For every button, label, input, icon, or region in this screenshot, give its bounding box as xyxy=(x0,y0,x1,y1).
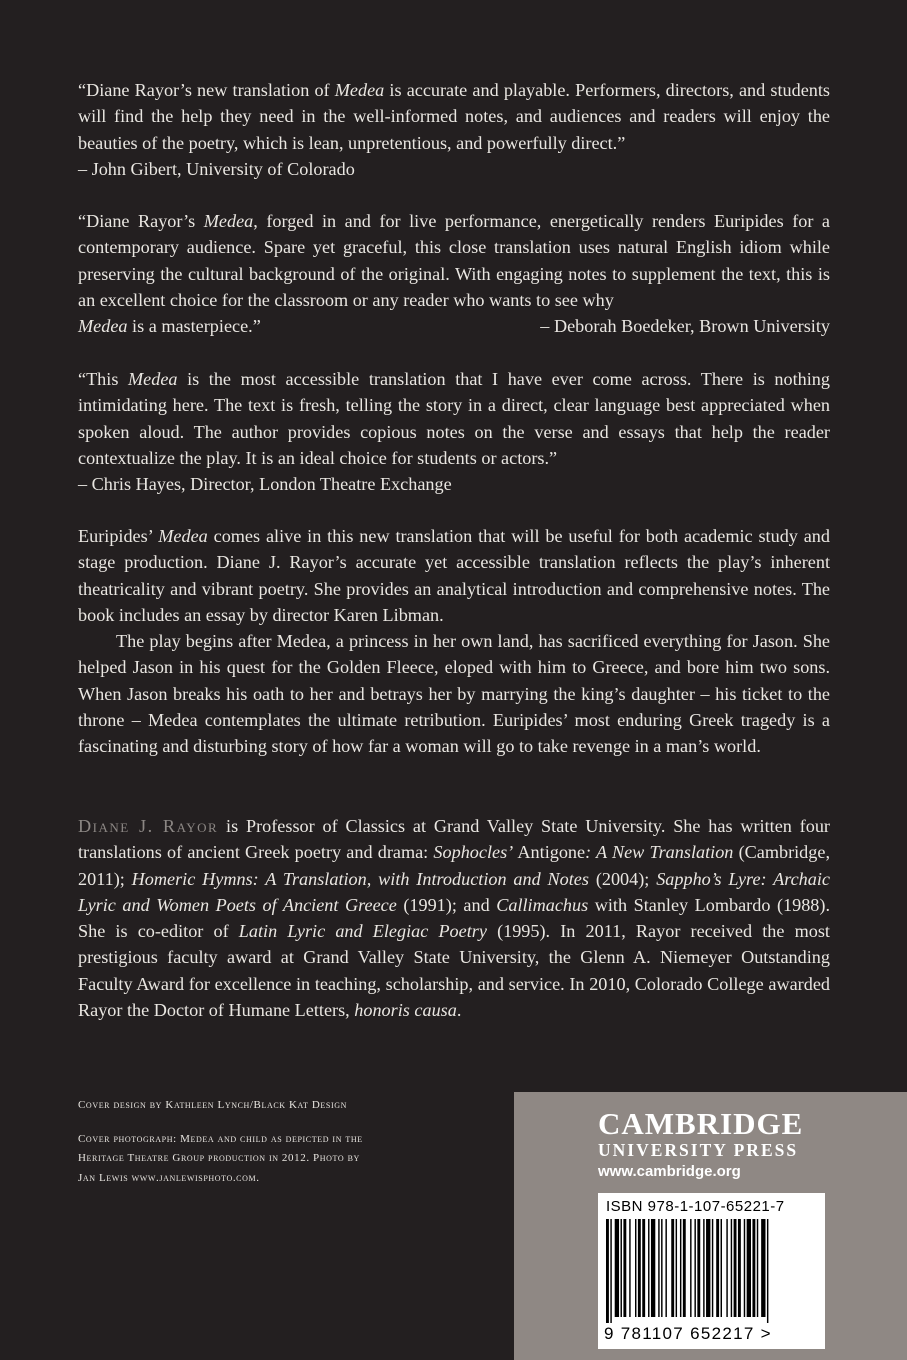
review-quote-3 xyxy=(78,366,830,497)
cover-credits xyxy=(78,1096,498,1188)
barcode-bar xyxy=(726,1219,727,1317)
quote-attribution: – Deborah Boedeker, Brown University xyxy=(540,316,830,337)
publisher-press: UNIVERSITY PRESS xyxy=(598,1140,799,1160)
barcode-bar xyxy=(703,1219,704,1317)
quote-last-line: Medea is a masterpiece.” – Deborah Boedeker, Brown University xyxy=(78,313,830,339)
barcode-bar xyxy=(658,1219,659,1317)
book-description xyxy=(78,523,830,760)
barcode-bar xyxy=(716,1219,719,1317)
review-quote-1 xyxy=(78,77,830,182)
barcode-bar xyxy=(731,1219,732,1317)
barcode-bar xyxy=(747,1219,751,1317)
barcode-bar xyxy=(615,1219,619,1317)
barcode-bar xyxy=(744,1219,745,1317)
barcode-bar xyxy=(651,1219,655,1317)
barcode-bar xyxy=(671,1219,674,1317)
barcode-bar xyxy=(697,1219,700,1317)
quote-attribution: – John Gibert, University of Colorado xyxy=(78,158,355,179)
quote-text: “This Medea is the most accessible translation that I have ever come across. There is nothing intimidating here. The text is fresh, telling the story in a direct, clear language best appreciated when spoken aloud. The author provides copious notes on the verse and essays that help the reader contextualize the play. It is an ideal choice for students or actors.” xyxy=(78,369,830,468)
barcode-bar xyxy=(694,1219,695,1317)
barcode-bar xyxy=(642,1219,645,1317)
barcode-bar xyxy=(680,1219,681,1317)
barcode-bar xyxy=(683,1219,686,1317)
quote-attribution: – Chris Hayes, Director, London Theatre Exchange xyxy=(78,474,452,495)
barcode-bar xyxy=(635,1219,636,1317)
barcode-bar xyxy=(734,1219,737,1317)
barcode-bar xyxy=(629,1219,630,1317)
barcode-bars xyxy=(606,1219,817,1323)
isbn-label: ISBN 978-1-107-65221-7 xyxy=(606,1198,785,1215)
photo-credit-line-1: Cover photograph: Medea and child as depicted in the xyxy=(78,1132,363,1145)
barcode-bar xyxy=(610,1219,611,1323)
description-paragraph-1: Euripides’ Medea comes alive in this new translation that will be useful for both academic study and stage production. Diane J. Rayor’s accurate yet accessible translation reflects the play’s inherent theatricality and vibrant poetry. She provides an analytical introduction and comprehensive notes. The book includes an essay by director Karen Libman. xyxy=(78,526,830,625)
publisher-name: CAMBRIDGE xyxy=(598,1106,804,1141)
author-name: Diane J. Rayor xyxy=(78,816,219,836)
barcode-bar xyxy=(738,1219,741,1317)
cover-design-credit: Cover design by Kathleen Lynch/Black Kat Design xyxy=(78,1099,347,1111)
barcode xyxy=(598,1193,825,1349)
barcode-bar xyxy=(606,1219,609,1323)
barcode-bar xyxy=(761,1219,765,1317)
photo-credit-line-2: Heritage Theatre Group production in 2012. Photo by xyxy=(78,1152,360,1164)
photo-credit-line-3: Jan Lewis www.janlewisphoto.com. xyxy=(78,1171,260,1184)
publisher-url: www.cambridge.org xyxy=(598,1163,741,1180)
author-bio xyxy=(78,813,830,1023)
barcode-bar xyxy=(706,1219,710,1317)
barcode-bar xyxy=(638,1219,641,1317)
barcode-bar xyxy=(665,1219,666,1317)
bio-paragraph: Diane J. Rayor is Professor of Classics at Grand Valley State University. She has written four translations of ancient Greek poetry and drama: Sophocles’ Antigone: A New Translation (Cambridge, 2011); Homeric Hymns: A Translation, with Introduction and Notes (2004); Sappho’s Lyre: Archaic Lyric and Women Poets of Ancient Greece (1991); and Callimachus with Stanley Lombardo (1988). She is co-editor of Latin Lyric and Elegiac Poetry (1995). In 2011, Rayor received the most prestigious faculty award at Grand Valley State University, the Glenn A. Niemeyer Outstanding Faculty Award for excellence in teaching, scholarship, and service. In 2010, Colorado College awarded Rayor the Doctor of Humane Letters, honoris causa. xyxy=(78,816,830,1021)
barcode-bar xyxy=(721,1219,722,1317)
barcode-bar xyxy=(712,1219,713,1317)
barcode-bar xyxy=(676,1219,677,1317)
barcode-digits: 9 781107 652217 > xyxy=(604,1324,772,1343)
barcode-bar xyxy=(752,1219,755,1317)
barcode-bar xyxy=(623,1219,626,1317)
description-paragraph-2: The play begins after Medea, a princess in her own land, has sacrificed everything for Jason. She helped Jason in his quest for the Golden Fleece, eloped with him to Greece, and bore him two sons. When Jason breaks his oath to her and betrays her by marrying the king’s daughter – his ticket to the throne – Medea contemplates the ultimate retribution. Euripides’ most enduring Greek tragedy is a fascinating and disturbing story of how far a woman will go to take revenge in a man’s world. xyxy=(78,631,830,757)
barcode-bar xyxy=(767,1219,768,1323)
barcode-bar xyxy=(690,1219,691,1317)
quote-text: “Diane Rayor’s Medea, forged in and for live performance, energetically renders Euripides for a contemporary audience. Spare yet graceful, this close translation uses natural English idiom while preserving the cultural background of the original. With engaging notes to supplement the text, this is an excellent choice for the classroom or any reader who wants to see why xyxy=(78,211,830,310)
barcode-bar xyxy=(757,1219,758,1317)
review-quote-2 xyxy=(78,208,830,339)
publisher-box xyxy=(514,1092,907,1360)
barcode-bar xyxy=(661,1219,662,1317)
quote-text: “Diane Rayor’s new translation of Medea is accurate and playable. Performers, directors, and students will find the help they need in the well-informed notes, and audiences and readers will enjoy the beauties of the poetry, which is lean, unpretentious, and powerfully direct.” xyxy=(78,80,831,153)
barcode-bar xyxy=(648,1219,649,1317)
barcode-bar xyxy=(621,1219,622,1317)
